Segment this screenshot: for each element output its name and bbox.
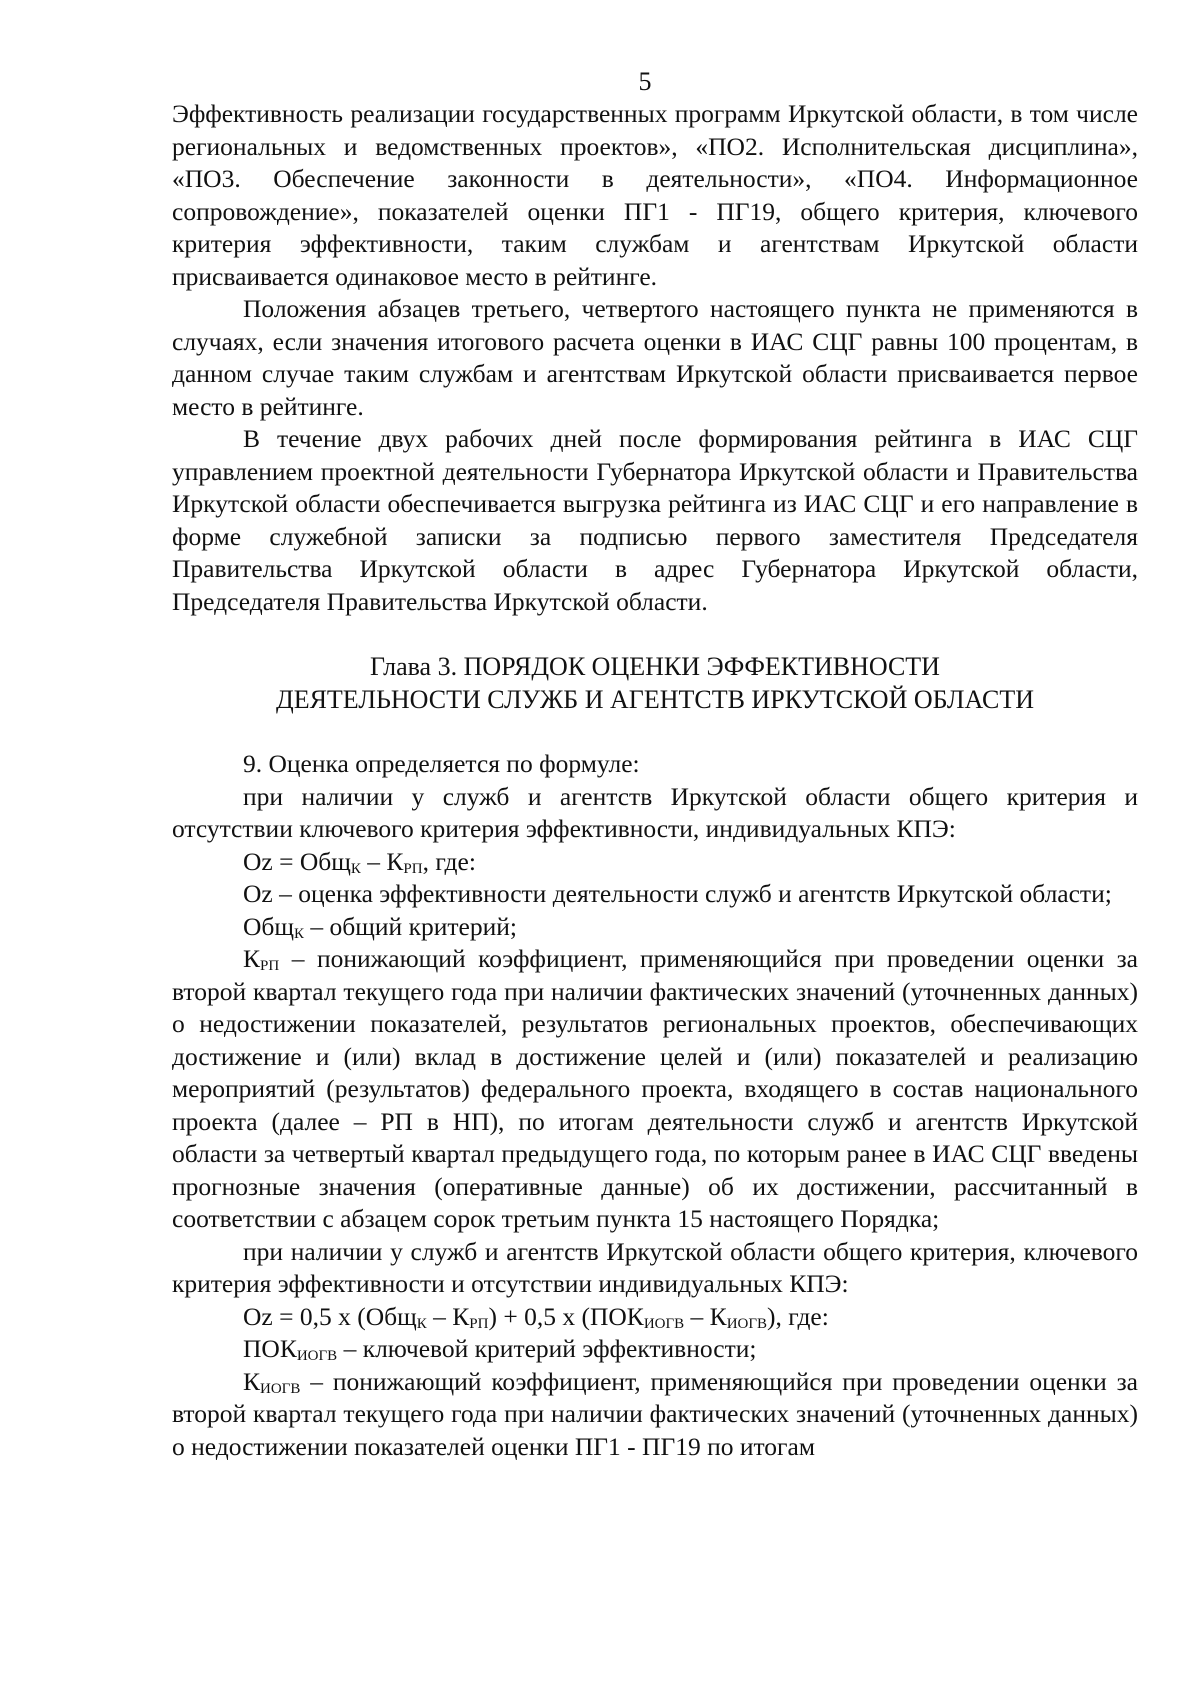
chapter-heading	[172, 650, 1138, 716]
case-1-condition: при наличии у служб и агентств Иркутской области общего критерия и отсутствии ключевого критерия эффективности, индивидуальных КПЭ:	[172, 781, 1138, 843]
definition-k-iogv: $К_{ИОГВ}$ – понижающий коэффициент, применяющийся при проведении оценки за второй квартал текущего года при наличии фактических значений (уточненных данных) о недостижении показателей оценки ПГ1 - ПГ19 по итогам	[172, 1366, 1138, 1461]
definition-obshk: Общ$_К$ – общий критерий;	[243, 911, 517, 942]
case-2-condition: при наличии у служб и агентств Иркутской области общего критерия, ключевого критерия эффективности и отсутствии индивидуальных КПЭ:	[172, 1236, 1138, 1298]
definition-oz: Oz – оценка эффективности деятельности служб и агентств Иркутской области;	[243, 879, 1112, 908]
paragraph-exception: Положения абзацев третьего, четвертого настоящего пункта не применяются в случаях, если значения итогового расчета оценки в ИАС СЦГ равны 100 процентам, в данном случае таким службам и агентствам Иркутской области присваивается первое место в рейтинге.	[172, 294, 1138, 421]
paragraph-continuation: Эффективность реализации государственных программ Иркутской области, в том числе региональных и ведомственных проектов», «ПО2. Исполнительская дисциплина», «ПО3. Обеспечение законности в деятельности», «ПО4. Информационное сопровождение», показателей оценки ПГ1 - ПГ19, общего критерия, ключевого критерия эффективности, таким службам и агентствам Иркутской области присваивается одинаковое место в рейтинге.	[172, 99, 1138, 291]
paragraph-rating-upload: В течение двух рабочих дней после формирования рейтинга в ИАС СЦГ управлением проектной деятельности Губернатора Иркутской области и Правительства Иркутской области обеспечивается выгрузка рейтинга из ИАС СЦГ и его направление в форме служебной записки за подписью первого заместителя Председателя Правительства Иркутской области в адрес Губернатора Иркутской области, Председателя Правительства Иркутской области.	[172, 424, 1138, 616]
document-body	[172, 98, 1138, 1463]
section-9-intro: 9. Оценка определяется по формуле:	[243, 749, 640, 778]
formula-1: $Oz = Общ_К - К_{РП}$, где:	[243, 846, 476, 877]
chapter-heading-line-2: ДЕЯТЕЛЬНОСТИ СЛУЖБ И АГЕНТСТВ ИРКУТСКОЙ ОБЛАСТИ	[275, 685, 1035, 714]
formula-2: Oz = 0,5 х $(Общ_К - К_{РП}) + 0,5$ х $(ПОК_{ИОГВ} - К_{ИОГВ})$, где:	[243, 1301, 829, 1332]
definition-pok-iogv: $ПОК_{ИОГВ}$ – ключевой критерий эффективности;	[243, 1334, 757, 1364]
chapter-heading-line-1: Глава 3. ПОРЯДОК ОЦЕНКИ ЭФФЕКТИВНОСТИ	[370, 652, 940, 681]
page-number: 5	[638, 67, 652, 96]
definition-krp: $К_{РП}$ – понижающий коэффициент, применяющийся при проведении оценки за второй квартал текущего года при наличии фактических значений (уточненных данных) о недостижении показателей, результатов региональных проектов, обеспечивающих достижение и (или) вклад в достижение целей и (или) показателей и реализацию мероприятий (результатов) федерального проекта, входящего в состав национального проекта (далее – РП в НП), по итогам деятельности служб и агентств Иркутской области за четвертый квартал предыдущего года, по которым ранее в ИАС СЦГ введены прогнозные значения (оперативные данные) об их достижении, рассчитанный в соответствии с абзацем сорок третьим пункта 15 настоящего Порядка;	[172, 944, 1138, 1233]
